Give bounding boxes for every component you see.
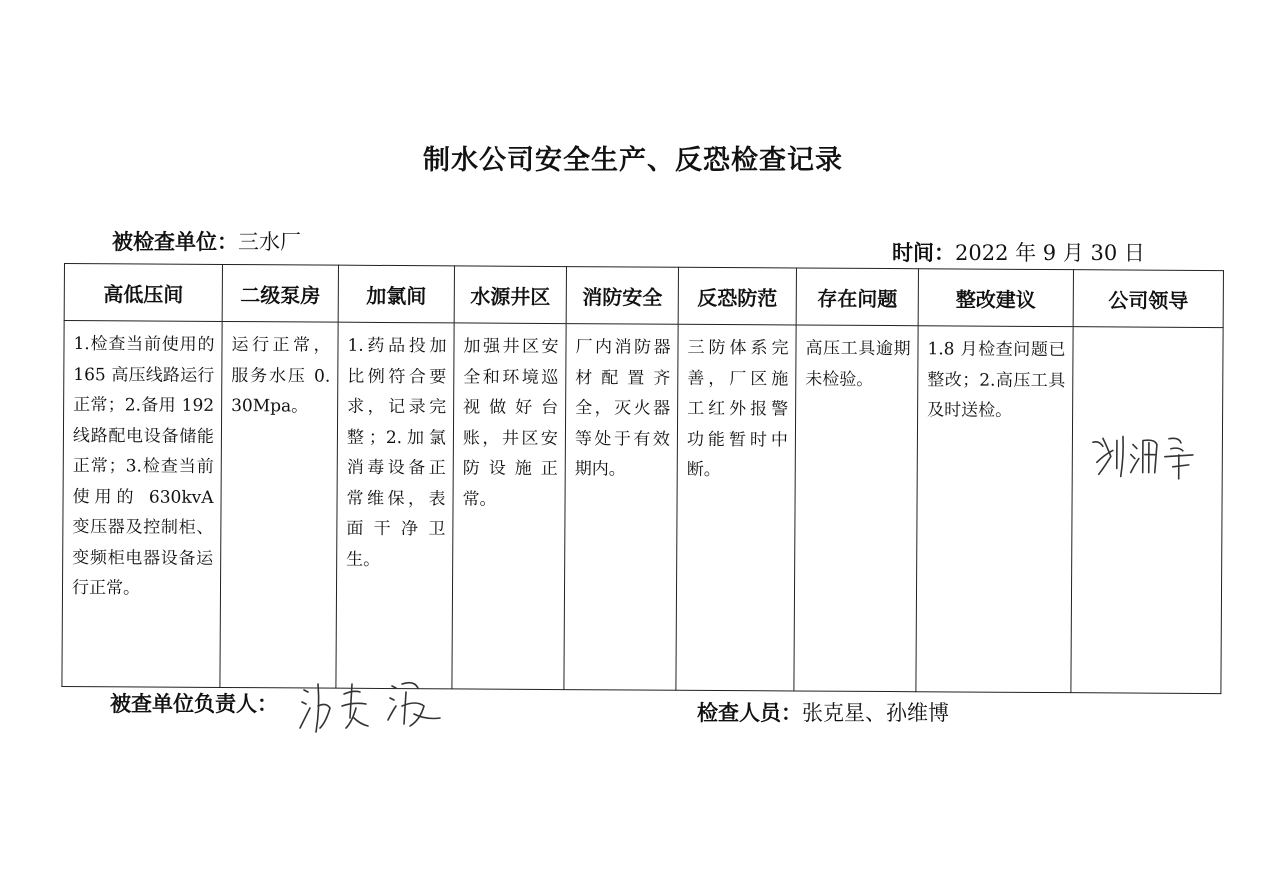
table-row (62, 321, 1223, 694)
cell-hv-lv-room: 1.检查当前使用的 165 高压线路运行正常；2.备用 192 线路配电设备储能正常；3.检查当前使用的 630kvA 变压器及控制柜、变频柜电器设备运行正常。 (62, 321, 222, 688)
table-header-row (64, 264, 1223, 328)
inspection-table (61, 263, 1224, 694)
cell-issues: 高压工具逾期未检验。 (794, 325, 918, 692)
inspection-date (892, 237, 1145, 267)
responsible-person (110, 688, 278, 718)
header-fire-safety: 消防安全 (566, 267, 678, 325)
cell-pump-room: 运行正常，服务水压 0.30Mpa。 (220, 321, 338, 688)
header-anti-terror: 反恐防范 (678, 267, 796, 325)
header-issues: 存在问题 (796, 268, 918, 326)
inspected-unit (112, 226, 301, 256)
inspection-table-wrapper (61, 263, 1223, 694)
header-chlorination-room: 加氯间 (338, 265, 454, 323)
header-suggestions: 整改建议 (918, 269, 1073, 327)
responsible-signature (296, 678, 446, 738)
cell-anti-terror: 三防体系完善，厂区施工红外报警功能暂时中断。 (676, 324, 796, 691)
cell-chlorination-room: 1.药品投加比例符合要求，记录完整；2.加氯消毒设备正常维保，表面干净卫生。 (336, 322, 454, 689)
inspectors-value: 张克星、孙维博 (802, 701, 949, 725)
header-company-leader: 公司领导 (1073, 270, 1223, 328)
cell-well-area: 加强井区安全和环境巡视做好台账，井区安防设施正常。 (452, 323, 566, 690)
header-pump-room: 二级泵房 (222, 264, 338, 322)
inspectors (697, 697, 949, 727)
cell-company-leader (1071, 327, 1223, 694)
cell-suggestions: 1.8 月检查问题已整改；2.高压工具及时送检。 (916, 326, 1073, 693)
inspectors-label: 检查人员： (697, 701, 802, 725)
inspection-date-value: 2022 年 9 月 30 日 (955, 241, 1145, 265)
leader-signature (1089, 432, 1214, 481)
inspected-unit-value: 三水厂 (238, 230, 301, 254)
header-well-area: 水源井区 (454, 266, 566, 324)
document-title: 制水公司安全生产、反恐检查记录 (423, 145, 843, 176)
responsible-person-label: 被查单位负责人： (110, 692, 278, 716)
inspected-unit-label: 被检查单位： (112, 230, 238, 254)
inspection-date-label: 时间： (892, 241, 955, 265)
header-hv-lv-room: 高低压间 (64, 264, 222, 322)
cell-fire-safety: 厂内消防器材配置齐全，灭火器等处于有效期内。 (564, 324, 678, 691)
